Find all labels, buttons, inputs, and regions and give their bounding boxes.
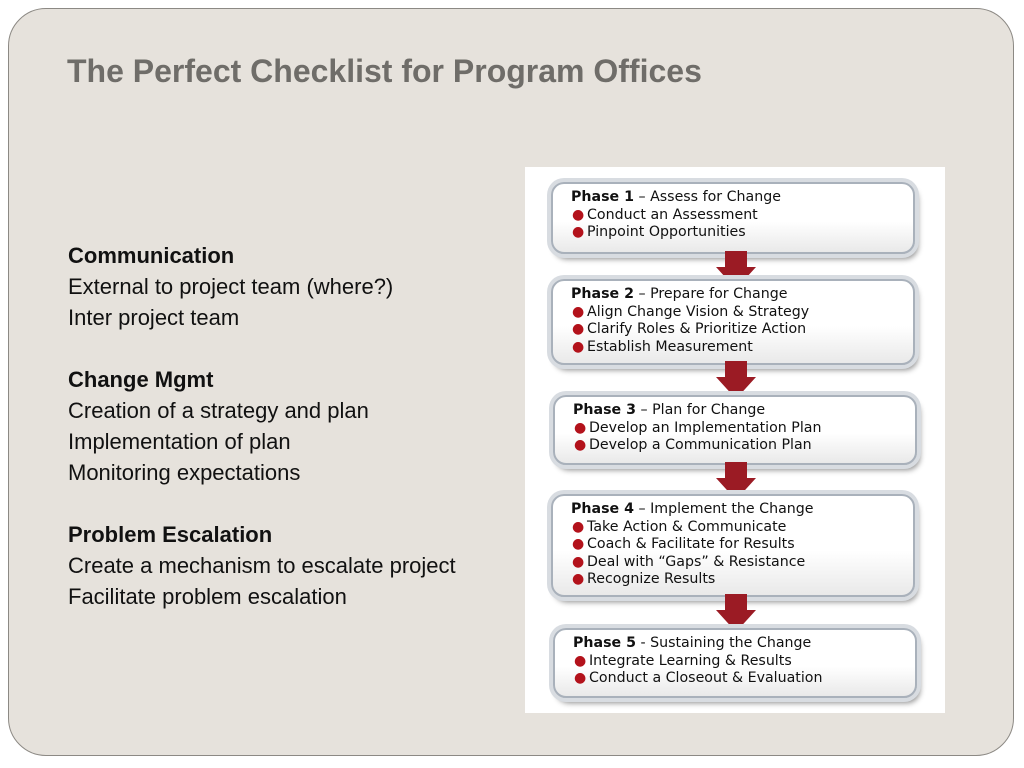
phase-box-5 xyxy=(553,628,917,698)
phase-box-3 xyxy=(553,395,917,465)
section-heading: Communication xyxy=(68,243,235,268)
phase-heading xyxy=(571,286,903,304)
phase-item-text: Deal with “Gaps” & Resistance xyxy=(587,553,806,570)
phase-separator: – xyxy=(635,402,653,418)
bullet-dot-icon: ● xyxy=(572,338,585,355)
phase-box-2 xyxy=(551,279,915,365)
phase-item xyxy=(571,571,903,589)
section-line: Inter project team xyxy=(68,305,240,330)
section-line: Creation of a strategy and plan xyxy=(68,398,369,423)
bullet-dot-icon: ● xyxy=(574,437,587,453)
phase-item xyxy=(571,224,903,242)
phase-box-4 xyxy=(551,494,915,597)
phase-item-text: Align Change Vision & Strategy xyxy=(587,303,810,320)
phase-item xyxy=(571,304,903,322)
phase-item xyxy=(573,653,905,671)
phase-item xyxy=(573,670,905,688)
phase-label: Phase 5 xyxy=(573,635,636,651)
bullet-dot-icon: ● xyxy=(574,670,587,686)
phase-label: Phase 1 xyxy=(571,189,634,205)
phase-heading xyxy=(573,635,905,653)
phase-item-text: Establish Measurement xyxy=(587,338,753,355)
section-line: External to project team (where?) xyxy=(68,274,394,299)
phase-item-text: Conduct a Closeout & Evaluation xyxy=(589,670,823,686)
phase-box-1 xyxy=(551,182,915,254)
phase-heading xyxy=(571,501,903,519)
phase-heading xyxy=(573,402,905,420)
bullet-dot-icon: ● xyxy=(572,518,585,535)
section-line: Create a mechanism to escalate project xyxy=(68,553,456,578)
phase-item xyxy=(571,554,903,572)
section-line: Implementation of plan xyxy=(68,429,291,454)
phase-name: Sustaining the Change xyxy=(650,635,812,651)
bullet-dot-icon: ● xyxy=(572,553,585,570)
phase-item-text: Conduct an Assessment xyxy=(587,206,758,223)
section-line: Monitoring expectations xyxy=(68,460,301,485)
phase-item xyxy=(571,536,903,554)
section-communication xyxy=(68,240,528,333)
bullet-dot-icon: ● xyxy=(572,224,585,240)
phase-separator: – xyxy=(633,286,651,302)
phase-name: Assess for Change xyxy=(650,189,781,205)
phase-item xyxy=(571,207,903,225)
phase-item xyxy=(571,339,903,357)
bullet-dot-icon: ● xyxy=(572,206,585,223)
phase-item-text: Pinpoint Opportunities xyxy=(587,224,746,240)
phase-item xyxy=(571,321,903,339)
phase-item-text: Develop an Implementation Plan xyxy=(589,419,822,436)
phase-item xyxy=(571,519,903,537)
section-change-mgmt xyxy=(68,364,528,488)
phase-item xyxy=(573,420,905,438)
phase-item-text: Clarify Roles & Prioritize Action xyxy=(587,321,807,337)
down-arrow-icon xyxy=(716,594,756,632)
phase-item-text: Recognize Results xyxy=(587,571,716,587)
bullet-dot-icon: ● xyxy=(572,571,585,587)
phase-label: Phase 4 xyxy=(571,501,634,517)
phase-separator: - xyxy=(635,635,651,651)
section-heading: Change Mgmt xyxy=(68,367,214,392)
phase-item-text: Integrate Learning & Results xyxy=(589,652,792,669)
phase-item-text: Take Action & Communicate xyxy=(587,518,787,535)
slide-title: The Perfect Checklist for Program Offices xyxy=(67,53,702,89)
section-problem-escalation xyxy=(68,519,528,612)
bullet-dot-icon: ● xyxy=(574,419,587,436)
phase-item xyxy=(573,437,905,455)
phase-heading xyxy=(571,189,903,207)
section-line: Facilitate problem escalation xyxy=(68,584,347,609)
bullet-dot-icon: ● xyxy=(572,303,585,320)
bullet-dot-icon: ● xyxy=(572,321,585,337)
down-arrow-icon xyxy=(716,361,756,399)
phase-name: Plan for Change xyxy=(652,402,766,418)
phase-diagram xyxy=(525,167,945,713)
phase-label: Phase 3 xyxy=(573,402,636,418)
slide xyxy=(8,8,1014,756)
section-heading: Problem Escalation xyxy=(68,522,273,547)
phase-label: Phase 2 xyxy=(571,286,634,302)
phase-name: Prepare for Change xyxy=(650,286,788,302)
body-text xyxy=(68,240,528,643)
phase-separator: – xyxy=(633,501,651,517)
bullet-dot-icon: ● xyxy=(572,536,585,552)
phase-item-text: Coach & Facilitate for Results xyxy=(587,536,795,552)
phase-item-text: Develop a Communication Plan xyxy=(589,437,812,453)
phase-separator: – xyxy=(633,189,651,205)
phase-name: Implement the Change xyxy=(650,501,814,517)
bullet-dot-icon: ● xyxy=(574,652,587,669)
